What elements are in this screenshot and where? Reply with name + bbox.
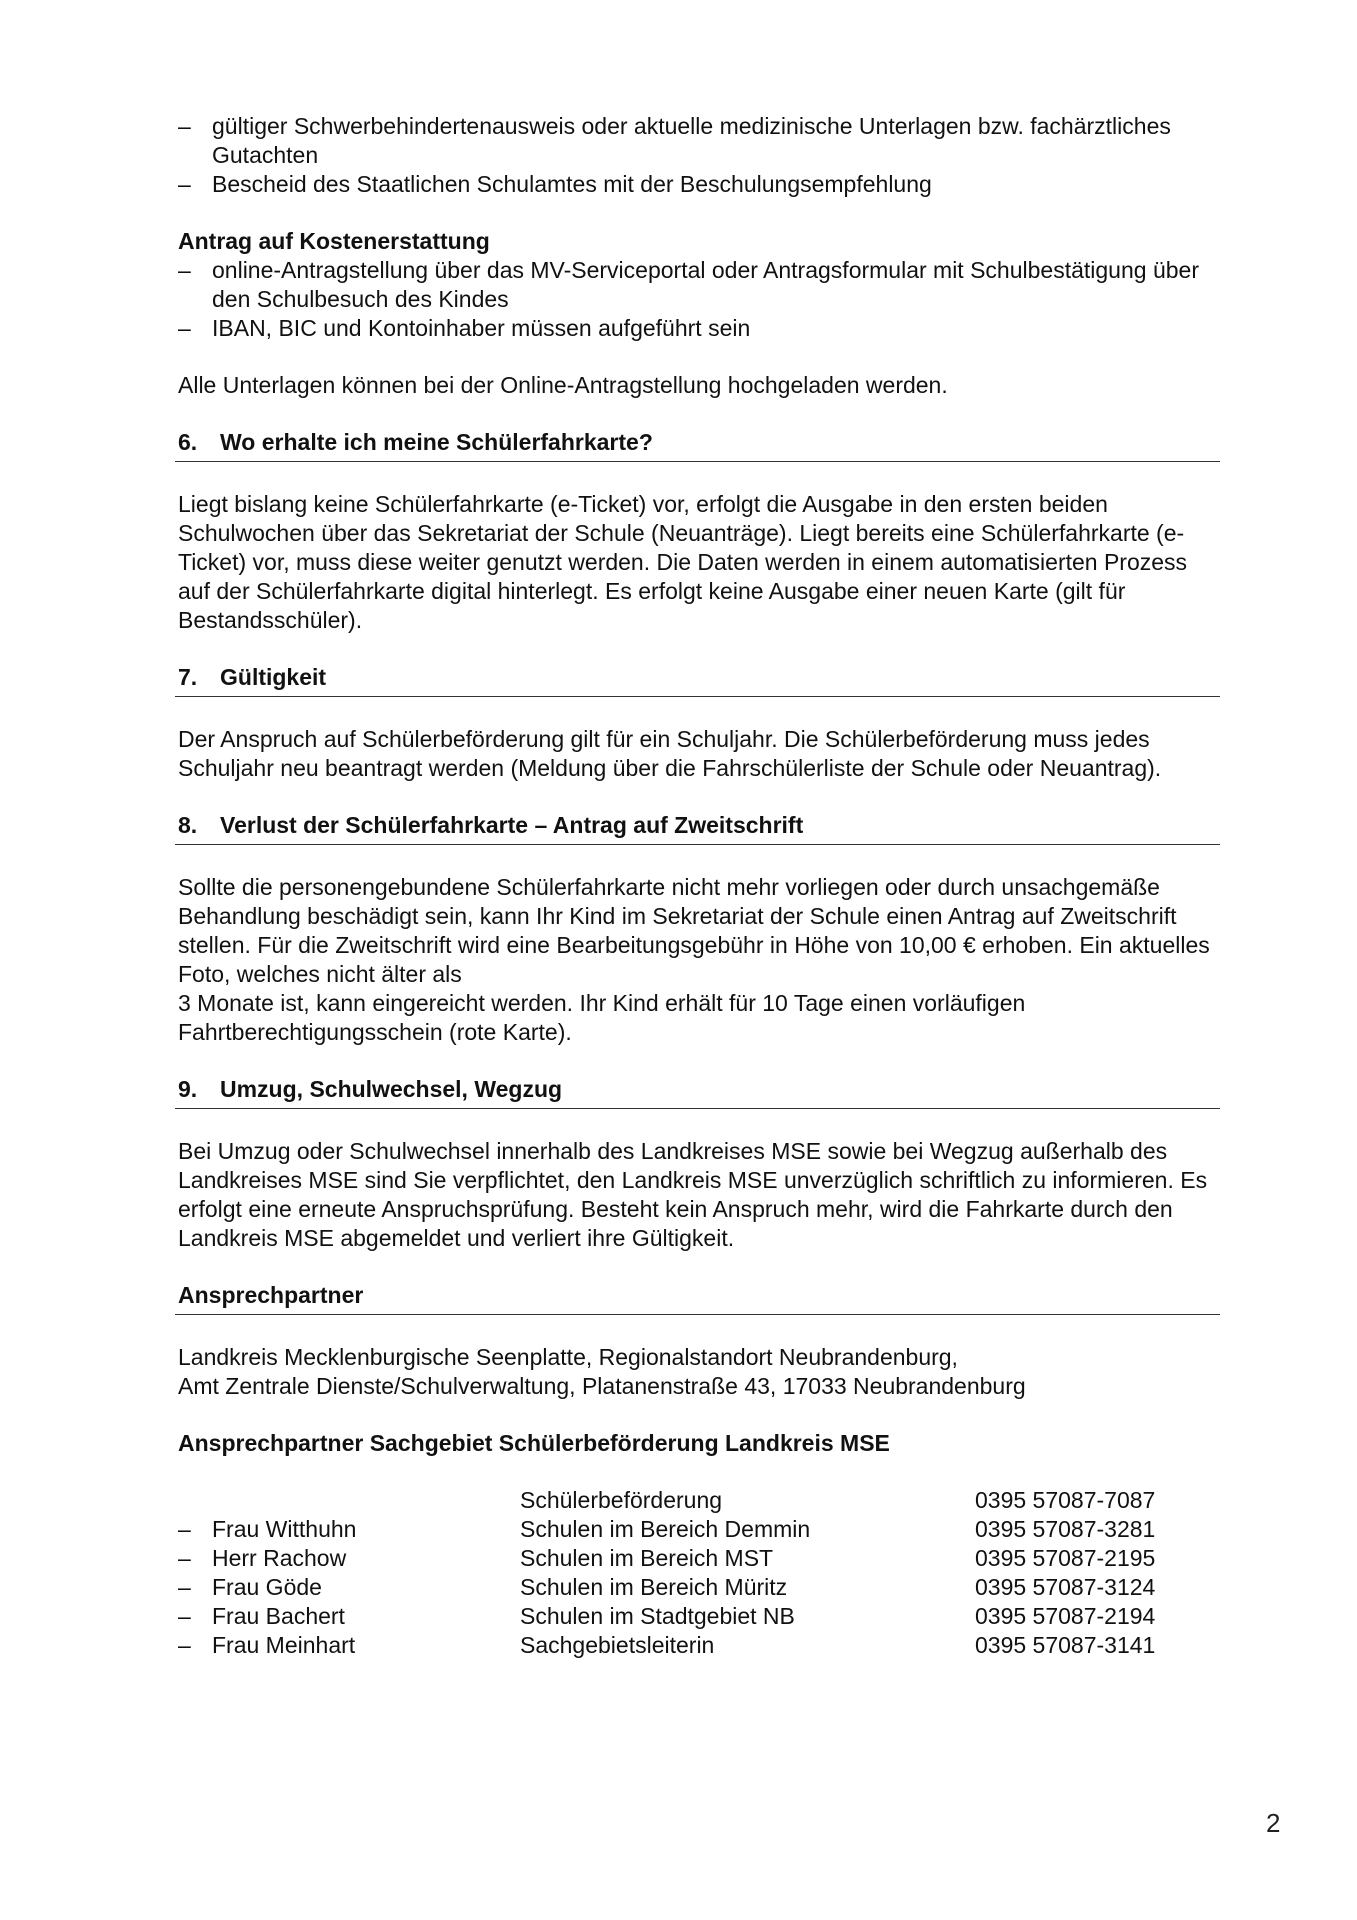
list-dash: –	[178, 171, 191, 197]
section-title: Umzug, Schulwechsel, Wegzug	[220, 1076, 563, 1102]
contact-address-line-2: Amt Zentrale Dienste/Schulverwaltung, Platanenstraße 43, 17033 Neubrandenburg	[178, 1373, 1026, 1399]
contact-area-cell: Sachgebietsleiterin	[520, 1632, 715, 1658]
list-item-text: online-Antragstellung über das MV-Serviceportal oder Antragsformular mit Schulbestätigung über den Schulbesuch des Kindes	[212, 257, 1199, 312]
section-number: 8.	[178, 812, 198, 838]
section-7-body: Der Anspruch auf Schülerbeförderung gilt für ein Schuljahr. Die Schülerbeförderung muss jedes Schuljahr neu beantragt werden (Meldung über die Fahrschülerliste der Schule oder Neuantrag).	[178, 726, 1162, 781]
contact-name-cell	[178, 1573, 520, 1602]
contact-name-cell	[178, 1631, 520, 1660]
table-row	[178, 1515, 1178, 1544]
contact-name: Frau Göde	[212, 1574, 322, 1600]
list-dash: –	[178, 1574, 191, 1600]
contact-heading	[175, 1281, 1220, 1315]
section-number: 6.	[178, 429, 198, 455]
section-title: Gültigkeit	[220, 664, 327, 690]
contact-phone-cell: 0395 57087-2194	[975, 1603, 1156, 1629]
list-item-text: gültiger Schwerbehindertenausweis oder aktuelle medizinische Unterlagen bzw. fachärztliches Gutachten	[212, 113, 1171, 168]
section-7-heading	[175, 663, 1220, 697]
contact-phone-cell: 0395 57087-3124	[975, 1574, 1156, 1600]
required-documents-list	[178, 112, 1218, 199]
list-dash: –	[178, 315, 191, 341]
contact-area-cell: Schülerbeförderung	[520, 1487, 723, 1513]
table-row	[178, 1486, 1178, 1515]
section-6-body: Liegt bislang keine Schülerfahrkarte (e-Ticket) vor, erfolgt die Ausgabe in den ersten beiden Schulwochen über das Sekretariat der Schule (Neuanträge). Liegt bereits eine Schülerfahrkarte (e-Ticket) vor, muss diese weiter genutzt werden. Die Daten werden in einem automatisierten Prozess auf der Schülerfahrkarte digital hinterlegt. Es erfolgt keine Ausgabe einer neuen Karte (gilt für Bestandsschüler).	[178, 491, 1188, 633]
contact-name: Frau Bachert	[212, 1603, 345, 1629]
list-item	[178, 112, 1218, 170]
contact-persons-table	[178, 1486, 1178, 1660]
list-dash: –	[178, 113, 191, 139]
list-dash: –	[178, 257, 191, 283]
contact-area-cell: Schulen im Stadtgebiet NB	[520, 1603, 795, 1629]
contact-name-cell	[178, 1515, 520, 1544]
list-item-text: IBAN, BIC und Kontoinhaber müssen aufgeführt sein	[212, 315, 751, 341]
page-content	[178, 112, 1218, 1660]
contact-name-cell	[178, 1544, 520, 1573]
contact-phone-cell: 0395 57087-7087	[975, 1487, 1156, 1513]
contact-area-cell: Schulen im Bereich MST	[520, 1545, 774, 1571]
table-row	[178, 1573, 1178, 1602]
section-8-body: Sollte die personengebundene Schülerfahrkarte nicht mehr vorliegen oder durch unsachgemäße Behandlung beschädigt sein, kann Ihr Kind im Sekretariat der Schule einen Antrag auf Zweitschrift stellen. Für die Zweitschrift wird eine Bearbeitungsgebühr in Höhe von 10,00 € erhoben. Ein aktuelles Foto, welches nicht älter als	[178, 874, 1210, 987]
section-number: 9.	[178, 1076, 198, 1102]
contact-persons-title: Ansprechpartner Sachgebiet Schülerbeförderung Landkreis MSE	[178, 1430, 890, 1456]
section-8-heading	[175, 811, 1220, 845]
section-9-heading	[175, 1075, 1220, 1109]
section-9-body: Bei Umzug oder Schulwechsel innerhalb des Landkreises MSE sowie bei Wegzug außerhalb des Landkreises MSE sind Sie verpflichtet, den Landkreis MSE unverzüglich schriftlich zu informieren. Es erfolgt eine erneute Anspruchsprüfung. Besteht kein Anspruch mehr, wird die Fahrkarte durch den Landkreis MSE abgemeldet und verliert ihre Gültigkeit.	[178, 1138, 1208, 1251]
list-dash: –	[178, 1545, 191, 1571]
section-number: 7.	[178, 664, 198, 690]
section-6-heading	[175, 428, 1220, 462]
upload-note: Alle Unterlagen können bei der Online-Antragstellung hochgeladen werden.	[178, 372, 948, 398]
table-row	[178, 1544, 1178, 1573]
contact-name: Herr Rachow	[212, 1545, 347, 1571]
list-item	[178, 256, 1218, 314]
contact-name: Frau Meinhart	[212, 1632, 356, 1658]
list-item	[178, 170, 1218, 199]
list-item-text: Bescheid des Staatlichen Schulamtes mit der Beschulungsempfehlung	[212, 171, 932, 197]
contact-area-cell: Schulen im Bereich Demmin	[520, 1516, 811, 1542]
list-dash: –	[178, 1516, 191, 1542]
page-number: 2	[1266, 1808, 1281, 1838]
contact-name: Frau Witthuhn	[212, 1516, 357, 1542]
contact-address-line-1: Landkreis Mecklenburgische Seenplatte, Regionalstandort Neubrandenburg,	[178, 1344, 958, 1370]
list-item	[178, 314, 1218, 343]
contact-name-cell	[178, 1602, 520, 1631]
contact-phone-cell: 0395 57087-3281	[975, 1516, 1156, 1542]
reimbursement-title: Antrag auf Kostenerstattung	[178, 228, 490, 254]
section-title: Wo erhalte ich meine Schülerfahrkarte?	[220, 429, 653, 455]
contact-phone-cell: 0395 57087-3141	[975, 1632, 1156, 1658]
list-dash: –	[178, 1632, 191, 1658]
section-title: Verlust der Schülerfahrkarte – Antrag auf Zweitschrift	[220, 812, 804, 838]
contact-title: Ansprechpartner	[178, 1282, 364, 1308]
table-row	[178, 1631, 1178, 1660]
list-dash: –	[178, 1603, 191, 1629]
contact-area-cell: Schulen im Bereich Müritz	[520, 1574, 788, 1600]
table-row	[178, 1602, 1178, 1631]
contact-name-cell	[178, 1486, 520, 1515]
contact-phone-cell: 0395 57087-2195	[975, 1545, 1156, 1571]
reimbursement-list	[178, 256, 1218, 343]
section-8-body-continued: 3 Monate ist, kann eingereicht werden. Ihr Kind erhält für 10 Tage einen vorläufigen Fahrtberechtigungsschein (rote Karte).	[178, 990, 1026, 1045]
